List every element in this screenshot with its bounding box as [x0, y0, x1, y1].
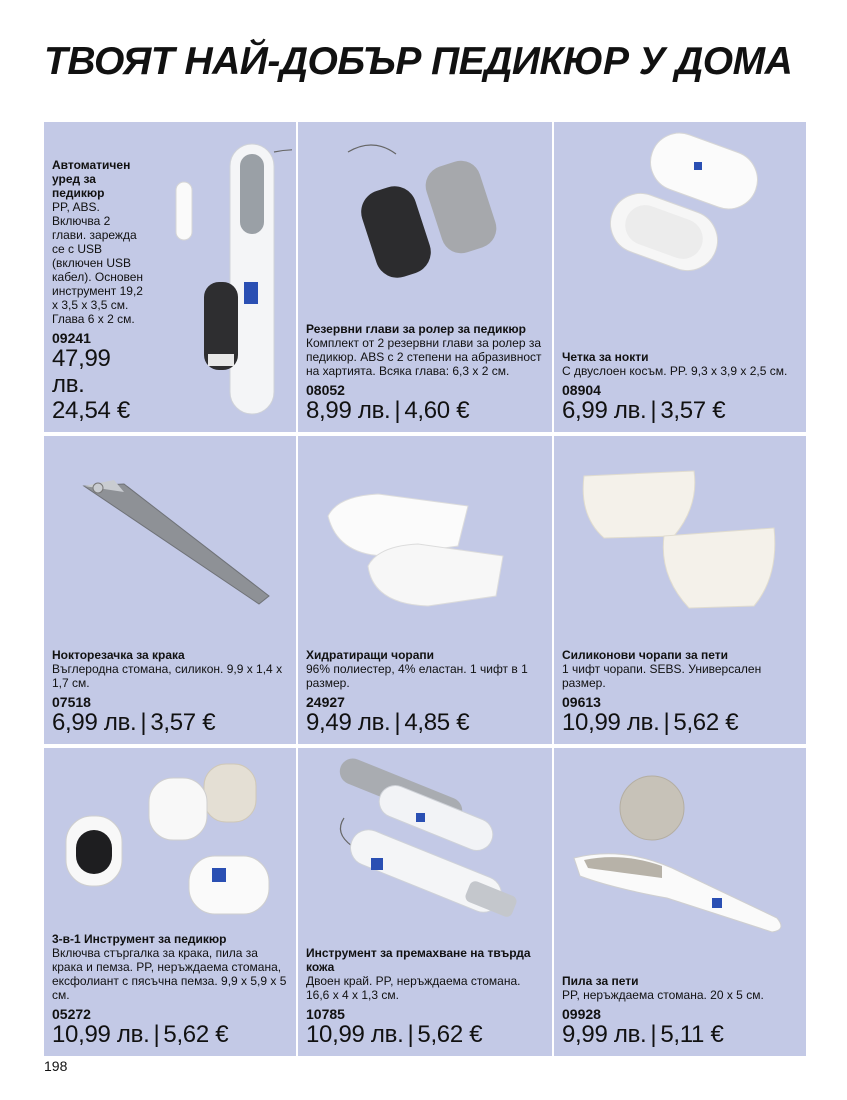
product-info — [306, 648, 546, 736]
price — [562, 1022, 800, 1048]
product-description: Двоен край. PP, неръждаема стомана. 16,6 x 4 x 1,3 см. — [306, 974, 521, 1002]
heel-file-image — [562, 768, 798, 948]
product-description: Въглеродна стомана, силикон. 9,9 x 1,4 x 1,7 см. — [52, 662, 283, 690]
product-info — [562, 350, 800, 424]
product-description: 96% полиестер, 4% еластан. 1 чифт в 1 размер. — [306, 662, 528, 690]
price-bgn: 9,99 лв. — [562, 1021, 647, 1048]
product-code: 10785 — [306, 1006, 345, 1022]
roller-heads-image — [338, 132, 538, 282]
product-description: 1 чифт чорапи. SEBS. Универсален размер. — [562, 662, 762, 690]
price-eur: 5,62 € — [673, 709, 739, 736]
product-name: Силиконови чорапи за пети — [562, 648, 728, 662]
price-eur: 5,62 € — [417, 1021, 483, 1048]
product-code: 08904 — [562, 382, 601, 398]
product-card[interactable] — [298, 436, 552, 744]
price-separator: | — [650, 397, 657, 424]
product-name: Хидратиращи чорапи — [306, 648, 435, 662]
price-separator: | — [394, 397, 401, 424]
product-name: Четка за нокти — [562, 350, 649, 364]
nail-clipper-image — [64, 456, 284, 616]
product-name: Инструмент за премахване на твърда кожа — [306, 946, 531, 974]
price-eur: 3,57 € — [150, 709, 216, 736]
product-grid — [44, 122, 806, 1056]
product-card[interactable] — [554, 436, 806, 744]
page-title: ТВОЯТ НАЙ-ДОБЪР ПЕДИКЮР У ДОМА — [44, 40, 793, 83]
product-name: Пила за пети — [562, 974, 639, 988]
price-bgn: 10,99 лв. — [562, 709, 660, 736]
product-info — [306, 946, 546, 1048]
product-code: 07518 — [52, 694, 91, 710]
product-description: PP, неръждаема стомана. 20 x 5 см. — [562, 988, 764, 1002]
page-number: 198 — [44, 1058, 68, 1074]
price-eur: 4,85 € — [404, 709, 470, 736]
product-card[interactable] — [298, 748, 552, 1056]
price-separator: | — [153, 1021, 160, 1048]
product-description: Комплект от 2 резервни глави за ролер за педикюр. ABS с 2 степени на абразивност на хартията. Всяка глава: 6,3 x 2 см. — [306, 336, 542, 378]
product-code: 05272 — [52, 1006, 91, 1022]
product-description: С двуслоен косъм. PP. 9,3 x 3,9 x 2,5 см. — [562, 364, 788, 378]
product-name: Автоматичен уред за педикюр — [52, 158, 131, 200]
product-name: Нокторезачка за крака — [52, 648, 185, 662]
price-eur: 24,54 € — [52, 397, 130, 424]
price-bgn: 6,99 лв. — [52, 709, 137, 736]
product-code: 09241 — [52, 330, 91, 346]
product-card[interactable] — [44, 122, 296, 432]
product-code: 09928 — [562, 1006, 601, 1022]
price-bgn: 47,99 лв. — [52, 345, 111, 398]
price-separator: | — [650, 1021, 657, 1048]
product-card[interactable] — [44, 436, 296, 744]
price — [306, 398, 546, 424]
price-separator: | — [140, 709, 147, 736]
price-separator: | — [394, 709, 401, 736]
product-card[interactable] — [554, 748, 806, 1056]
price-bgn: 10,99 лв. — [52, 1021, 150, 1048]
product-card[interactable] — [44, 748, 296, 1056]
price-eur: 3,57 € — [660, 397, 726, 424]
price-bgn: 9,49 лв. — [306, 709, 391, 736]
silicone-heel-socks-image — [574, 456, 794, 626]
product-description: PP, ABS. Включва 2 глави. зарежда се с USB (включен USB кабел). Основен инструмент 19,2 x 3,5 x 3,5 см. Глава 6 x 2 см. — [52, 200, 144, 326]
pedicure-device-image — [162, 132, 292, 417]
price — [562, 710, 800, 736]
price — [306, 710, 546, 736]
nail-brush-image — [594, 132, 784, 302]
product-card[interactable] — [298, 122, 552, 432]
product-code: 24927 — [306, 694, 345, 710]
price-separator: | — [663, 709, 670, 736]
price — [52, 1022, 290, 1048]
price — [52, 710, 290, 736]
price-bgn: 10,99 лв. — [306, 1021, 404, 1048]
price — [306, 1022, 546, 1048]
product-info — [52, 932, 290, 1048]
product-description: Включва стъргалка за крака, пила за крака и пемза. PP, неръждаема стомана, ексфолиант с пясъчна пемза. 9,9 x 5,9 x 5 см. — [52, 946, 287, 1002]
price-bgn: 6,99 лв. — [562, 397, 647, 424]
product-name: Резервни глави за ролер за педикюр — [306, 322, 526, 336]
3-in-1-tool-image — [54, 756, 284, 926]
product-name: 3-в-1 Инструмент за педикюр — [52, 932, 227, 946]
product-info — [52, 648, 290, 736]
product-info — [306, 322, 546, 424]
price-separator: | — [407, 1021, 414, 1048]
price-eur: 5,11 € — [660, 1021, 724, 1048]
price-bgn: 8,99 лв. — [306, 397, 391, 424]
price-eur: 4,60 € — [404, 397, 470, 424]
hard-skin-remover-image — [316, 758, 536, 948]
product-info — [562, 974, 800, 1048]
product-code: 08052 — [306, 382, 345, 398]
product-info — [52, 158, 146, 424]
price — [562, 398, 800, 424]
product-code: 09613 — [562, 694, 601, 710]
moisturizing-socks-image — [318, 486, 528, 616]
product-info — [562, 648, 800, 736]
price-eur: 5,62 € — [163, 1021, 229, 1048]
product-card[interactable] — [554, 122, 806, 432]
